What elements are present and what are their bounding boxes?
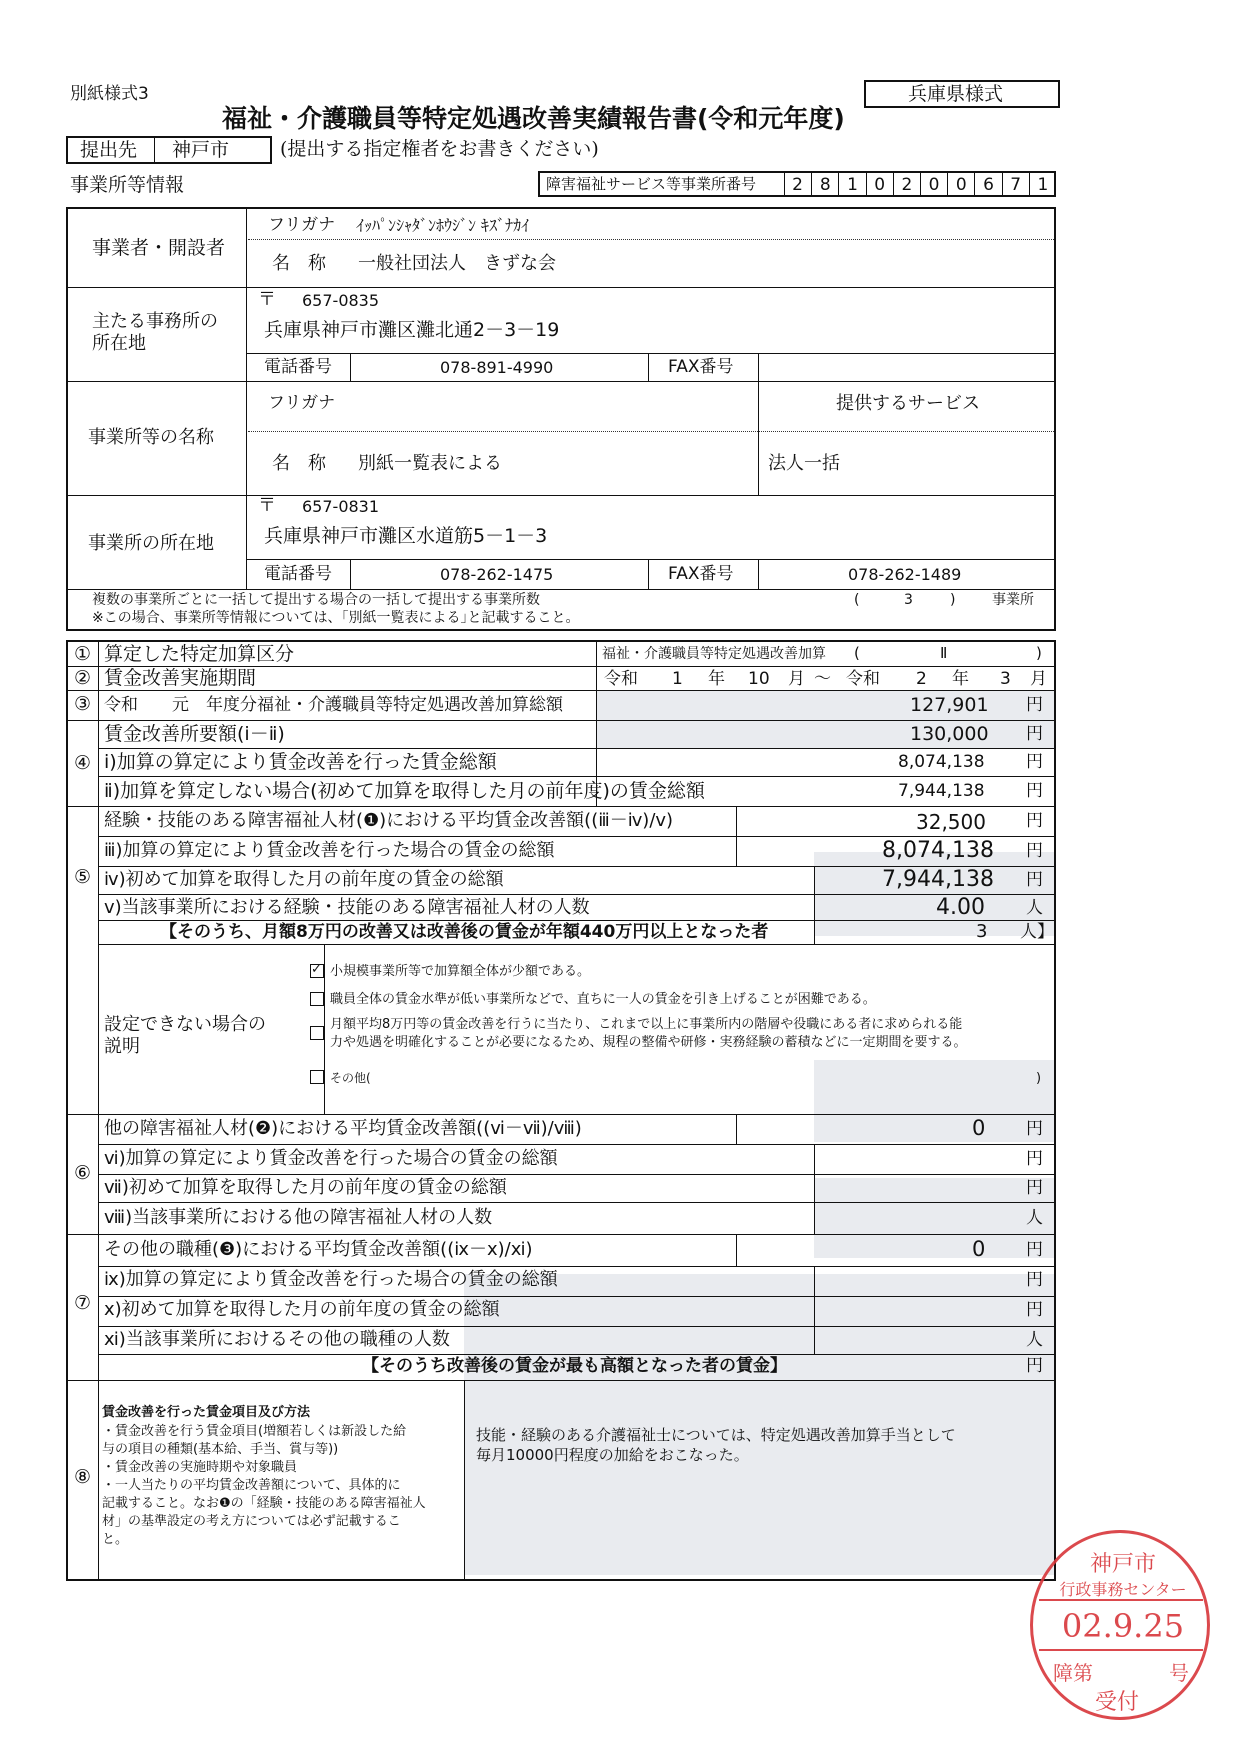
office-number-box	[538, 171, 1056, 197]
service-value: 法人一括	[768, 453, 840, 474]
page-title: 福祉・介護職員等特定処遇改善実績報告書(令和元年度)	[222, 104, 845, 133]
r7-ix-unit: 円	[1026, 1270, 1043, 1290]
batch-count: 3	[904, 592, 913, 608]
checkbox-other-label: その他(	[330, 1071, 371, 1085]
office-number-digit: 0	[947, 173, 974, 197]
checkbox-clarify-roles[interactable]	[310, 1026, 324, 1040]
stamp-city: 神戸市	[1089, 1552, 1156, 1577]
stamp-number-suffix: 号	[1169, 1661, 1189, 1685]
form-number: 別紙様式3	[70, 84, 149, 104]
facility-name-field-label: 名 称	[272, 453, 326, 474]
main-tel-value: 078-891-4990	[440, 358, 554, 377]
r5-note: 【そのうち、月額8万円の改善又は改善後の賃金が年額440万円以上となった者	[160, 922, 769, 942]
r3-value: 127,901	[910, 694, 989, 716]
r7-x-unit: 円	[1026, 1300, 1043, 1320]
prefecture-form-box	[864, 80, 1060, 108]
r6-label: 他の障害福祉人材(❷)における平均賃金改善額((ⅵ－ⅶ)/ⅷ)	[104, 1118, 582, 1139]
stamp-number-prefix: 障第	[1053, 1661, 1093, 1685]
r5-iv-unit: 円	[1026, 870, 1043, 890]
checkbox-clarify-roles-label-2: 力や処遇を明確化することが必要になるため、規程の整備や研修・実務経験の蓄積などに一定期間を要する。	[330, 1035, 967, 1050]
r8-instruction-6: 材」の基準設定の考え方については必ず記載するこ	[102, 1514, 401, 1529]
r1-value: Ⅱ	[940, 644, 948, 662]
r5-note-unit: 人】	[1020, 922, 1054, 942]
facility-postal-mark: 〒	[258, 495, 276, 516]
r6-value: 0	[972, 1116, 986, 1140]
office-number-digit: 6	[974, 173, 1001, 197]
r6-viii-label: ⅷ)当該事業所における他の障害福祉人材の人数	[104, 1207, 493, 1228]
r2-year-end: 2	[916, 669, 927, 689]
r1-open: (	[854, 644, 860, 662]
operator-furigana-label: フリガナ	[268, 215, 336, 235]
batch-count-open: (	[854, 592, 860, 608]
item-number-6: ⑥	[74, 1162, 92, 1184]
r2-era-start: 令和	[604, 669, 638, 689]
facility-fax-value: 078-262-1489	[848, 565, 962, 584]
main-fax-label: FAX番号	[668, 357, 734, 377]
r5-iii-unit: 円	[1026, 841, 1043, 861]
r4-label: 賃金改善所要額(ⅰ－ⅱ)	[104, 723, 285, 745]
main-postal-mark: 〒	[258, 289, 276, 310]
batch-count-unit: 事業所	[992, 592, 1034, 608]
r2-month-start: 10	[748, 669, 770, 689]
r6-viii-unit: 人	[1026, 1208, 1043, 1228]
item-number-2: ②	[74, 667, 92, 689]
office-info-section-label: 事業所等情報	[70, 174, 185, 196]
main-postal-code: 657-0835	[302, 291, 380, 310]
prefecture-form-label: 兵庫県様式	[908, 83, 1004, 105]
office-number-digit: 2	[893, 173, 920, 197]
r3-label: 令和 元 年度分福祉・介護職員等特定処遇改善加算総額	[104, 695, 563, 715]
r7-ix-label: ⅸ)加算の算定により賃金改善を行った場合の賃金の総額	[104, 1269, 558, 1290]
r8-title: 賃金改善を行った賃金項目及び方法	[102, 1405, 311, 1420]
r8-instruction-7: と。	[102, 1532, 129, 1547]
operator-name-label: 名 称	[272, 253, 326, 274]
r5-note-value: 3	[976, 921, 988, 942]
r7-value: 0	[972, 1237, 986, 1261]
r4-i-unit: 円	[1026, 752, 1043, 772]
r7-note: 【そのうち改善後の賃金が最も高額となった者の賃金】	[362, 1356, 787, 1376]
r5-value: 32,500	[916, 810, 986, 834]
r5-iv-value: 7,944,138	[882, 867, 994, 892]
r5-iii-value: 8,074,138	[882, 838, 994, 863]
r5-v-label: ⅴ)当該事業所における経験・技能のある障害福祉人材の人数	[104, 897, 590, 918]
r4-ii-unit: 円	[1026, 781, 1043, 801]
facility-postal-code: 657-0831	[302, 497, 380, 516]
facility-name-value: 別紙一覧表による	[358, 453, 502, 474]
items-table	[66, 640, 1056, 1581]
r6-vii-label: ⅶ)初めて加算を取得した月の前年度の賃金の総額	[104, 1177, 507, 1198]
submit-to-note: (提出する指定権者をお書きください)	[280, 138, 599, 160]
office-number-digit: 7	[1002, 173, 1029, 197]
item-number-4: ④	[74, 752, 92, 774]
item-number-3: ③	[74, 693, 92, 715]
operator-label: 事業者・開設者	[92, 237, 226, 259]
r8-instruction-2: 与の項目の種類(基本給、手当、賞与等))	[102, 1442, 339, 1457]
r2-month-unit-end: 月	[1030, 669, 1047, 689]
r1-close: )	[1036, 644, 1042, 662]
office-number-digits	[784, 173, 1056, 197]
r2-month-unit-start: 月	[788, 669, 805, 689]
checkbox-low-wage-label: 職員全体の賃金水準が低い事業所などで、直ちに一人の賃金を引き上げることが困難である。	[330, 992, 876, 1007]
r4-i-label: ⅰ)加算の算定により賃金改善を行った賃金総額	[104, 751, 497, 773]
office-number-digit: 2	[792, 175, 803, 195]
facility-furigana-label: フリガナ	[268, 393, 336, 413]
r5-iii-label: ⅲ)加算の算定により賃金改善を行った場合の賃金の総額	[104, 840, 555, 861]
stamp-date: 02.9.25	[1061, 1607, 1185, 1645]
r7-note-unit: 円	[1026, 1356, 1043, 1376]
batch-note-1: 複数の事業所ごとに一括して提出する場合の一括して提出する事業所数	[92, 592, 540, 608]
stamp-office: 行政事務センター	[1059, 1580, 1187, 1599]
r6-unit: 円	[1026, 1119, 1043, 1139]
office-number-digit: 1	[838, 173, 865, 197]
r2-label: 賃金改善実施期間	[104, 667, 257, 689]
r8-instruction-5: 記載すること。なお❶の「経験・技能のある障害福祉人	[102, 1496, 426, 1511]
facility-address-label: 事業所の所在地	[88, 533, 214, 554]
main-office-label-2: 所在地	[92, 333, 146, 354]
submit-to-box	[66, 136, 272, 164]
checkbox-small-office[interactable]	[310, 964, 324, 978]
office-number-label: 障害福祉サービス等事業所番号	[546, 175, 757, 193]
r8-instruction-4: ・一人当たりの平均賃金改善額について、具体的に	[102, 1478, 401, 1493]
checkbox-clarify-roles-label-1: 月額平均8万円等の賃金改善を行うに当たり、これまで以上に事業所内の階層や役職にある者に求められる能	[330, 1017, 963, 1032]
checkbox-small-office-label: 小規模事業所等で加算額全体が少額である。	[330, 964, 591, 979]
checkbox-other-close: )	[1036, 1071, 1042, 1086]
submit-to-value: 神戸市	[172, 139, 230, 161]
r2-month-end: 3	[1000, 669, 1011, 689]
facility-tel-value: 078-262-1475	[440, 565, 554, 584]
item-number-1: ①	[74, 643, 92, 665]
r1-sublabel: 福祉・介護職員等特定処遇改善加算	[602, 646, 826, 662]
office-number-digit: 1	[1029, 173, 1056, 197]
office-number-digit: 0	[866, 173, 893, 197]
r2-year-start: 1	[672, 669, 683, 689]
r5-unit: 円	[1026, 811, 1043, 831]
facility-tel-label: 電話番号	[264, 564, 332, 584]
item-number-7: ⑦	[74, 1292, 92, 1314]
facility-fax-label: FAX番号	[668, 564, 734, 584]
r5-iv-label: ⅳ)初めて加算を取得した月の前年度の賃金の総額	[104, 869, 504, 890]
r6-vi-unit: 円	[1026, 1149, 1043, 1169]
main-address: 兵庫県神戸市灘区灘北通2－3－19	[264, 319, 560, 341]
cannot-set-label-2: 説明	[104, 1036, 140, 1057]
r2-year-unit-start: 年	[708, 669, 725, 689]
r6-vi-label: ⅵ)加算の算定により賃金改善を行った場合の賃金の総額	[104, 1148, 558, 1169]
r7-label: その他の職種(❸)における平均賃金改善額((ⅸ－ⅹ)/ⅺ)	[104, 1239, 533, 1260]
office-number-digit: 0	[920, 173, 947, 197]
r4-unit: 円	[1026, 724, 1043, 744]
r3-unit: 円	[1026, 695, 1043, 715]
batch-count-close: )	[950, 592, 956, 608]
r4-i-value: 8,074,138	[898, 752, 985, 772]
office-number-digit: 8	[811, 173, 838, 197]
received-stamp	[1030, 1530, 1210, 1720]
r4-ii-label: ⅱ)加算を算定しない場合(初めて加算を取得した月の前年度)の賃金総額	[104, 780, 705, 802]
operator-furigana: ｲｯﾊﾟﾝｼｬﾀﾞﾝﾎｳｼﾞﾝ ｷｽﾞﾅｶｲ	[356, 216, 530, 235]
r2-year-unit-end: 年	[952, 669, 969, 689]
r8-instruction-1: ・賃金改善を行う賃金項目(増額若しくは新設した給	[102, 1424, 407, 1439]
r4-value: 130,000	[910, 723, 989, 745]
service-label: 提供するサービス	[836, 393, 980, 414]
submit-to-label: 提出先	[80, 139, 138, 161]
r5-v-unit: 人	[1026, 898, 1043, 918]
r1-label: 算定した特定加算区分	[104, 643, 295, 665]
item-number-5: ⑤	[74, 866, 92, 888]
stamp-received: 受付	[1095, 1690, 1140, 1715]
r7-unit: 円	[1026, 1240, 1043, 1260]
office-info-table	[66, 207, 1056, 631]
r7-xi-unit: 人	[1026, 1330, 1043, 1350]
main-tel-label: 電話番号	[264, 357, 332, 377]
cannot-set-label-1: 設定できない場合の	[104, 1014, 266, 1035]
main-office-label-1: 主たる事務所の	[92, 311, 218, 332]
r5-label: 経験・技能のある障害福祉人材(❶)における平均賃金改善額((ⅲ－ⅳ)/ⅴ)	[104, 810, 674, 831]
facility-address: 兵庫県神戸市灘区水道筋5－1－3	[264, 525, 548, 547]
r7-x-label: ⅹ)初めて加算を取得した月の前年度の賃金の総額	[104, 1299, 500, 1320]
item-number-8: ⑧	[74, 1466, 92, 1488]
r6-vii-unit: 円	[1026, 1178, 1043, 1198]
checkbox-low-wage[interactable]	[310, 992, 324, 1006]
r8-body-line-1: 技能・経験のある介護福祉士については、特定処遇改善加算手当として	[476, 1426, 956, 1444]
r4-ii-value: 7,944,138	[898, 781, 985, 801]
batch-note-2: ※この場合、事業所等情報については、｢別紙一覧表による｣と記載すること。	[92, 610, 580, 626]
facility-name-label: 事業所等の名称	[88, 427, 214, 448]
r2-era-end: 令和	[846, 669, 880, 689]
r2-tilde: ～	[814, 669, 831, 689]
operator-name: 一般社団法人 きずな会	[358, 253, 556, 274]
r8-body-line-2: 毎月10000円程度の加給をおこなった。	[476, 1446, 749, 1464]
r5-v-value: 4.00	[936, 895, 985, 920]
r7-xi-label: ⅺ)当該事業所におけるその他の職種の人数	[104, 1329, 450, 1350]
check-mark-icon: ✓	[311, 962, 322, 977]
checkbox-other[interactable]	[310, 1070, 324, 1084]
r8-instruction-3: ・賃金改善の実施時期や対象職員	[102, 1460, 298, 1475]
